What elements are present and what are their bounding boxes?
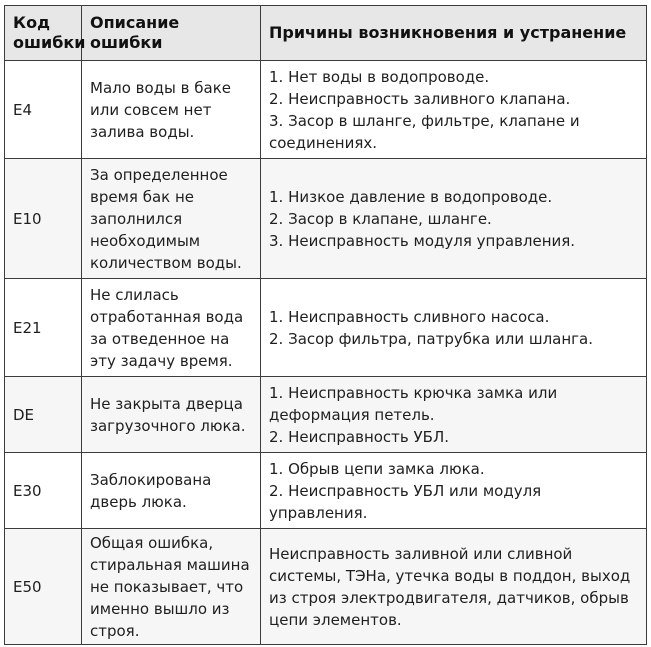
- error-code: DE: [5, 377, 82, 453]
- cause-line: 1. Низкое давление в водопроводе.: [269, 187, 553, 206]
- error-description: Общая ошибка, стиральная машина не показывает, что именно вышло из строя.: [82, 529, 261, 645]
- error-code: E10: [5, 159, 82, 279]
- cause-line: 2. Неисправность УБЛ или модуля управления.: [269, 481, 542, 522]
- error-causes: [261, 279, 647, 377]
- error-causes: [261, 453, 647, 529]
- error-description: Мало воды в баке или совсем нет залива воды.: [82, 61, 261, 159]
- error-code: E50: [5, 529, 82, 645]
- error-causes: [261, 61, 647, 159]
- cause-line: 2. Засор фильтра, патрубка или шланга.: [269, 329, 594, 348]
- cause-line: 2. Неисправность заливного клапана.: [269, 89, 571, 108]
- table-row: [5, 377, 647, 453]
- table-row: [5, 529, 647, 645]
- error-causes: [261, 377, 647, 453]
- error-description: Не закрыта дверца загрузочного люка.: [82, 377, 261, 453]
- error-code: E21: [5, 279, 82, 377]
- header-causes: Причины возникновения и устранение: [261, 6, 647, 61]
- error-description: Заблокирована дверь люка.: [82, 453, 261, 529]
- cause-line: 3. Неисправность модуля управления.: [269, 231, 576, 250]
- cause-line: Неисправность заливной или сливной системы, ТЭНа, утечка воды в поддон, выход из строя электродвигателя, датчиков, обрыв цепи элементов.: [269, 544, 631, 629]
- cause-line: 1. Неисправность крючка замка или деформация петель.: [269, 383, 558, 424]
- header-code: Код ошибки: [5, 6, 82, 61]
- cause-line: 2. Засор в клапане, шланге.: [269, 209, 492, 228]
- error-code: E4: [5, 61, 82, 159]
- table-row: [5, 279, 647, 377]
- error-causes: [261, 529, 647, 645]
- cause-line: 1. Обрыв цепи замка люка.: [269, 459, 485, 478]
- error-description: За определенное время бак не заполнился необходимым количеством воды.: [82, 159, 261, 279]
- error-code: E30: [5, 453, 82, 529]
- error-causes: [261, 159, 647, 279]
- cause-line: 1. Неисправность сливного насоса.: [269, 307, 550, 326]
- table-row: [5, 159, 647, 279]
- error-description: Не слилась отработанная вода за отведенное на эту задачу время.: [82, 279, 261, 377]
- header-description: Описание ошибки: [82, 6, 261, 61]
- table-row: [5, 453, 647, 529]
- cause-line: 2. Неисправность УБЛ.: [269, 427, 449, 446]
- table-header-row: [5, 6, 647, 61]
- cause-line: 3. Засор в шланге, фильтре, клапане и соединениях.: [269, 111, 580, 152]
- cause-line: 1. Нет воды в водопроводе.: [269, 67, 490, 86]
- table-row: [5, 61, 647, 159]
- error-codes-table: [4, 5, 647, 645]
